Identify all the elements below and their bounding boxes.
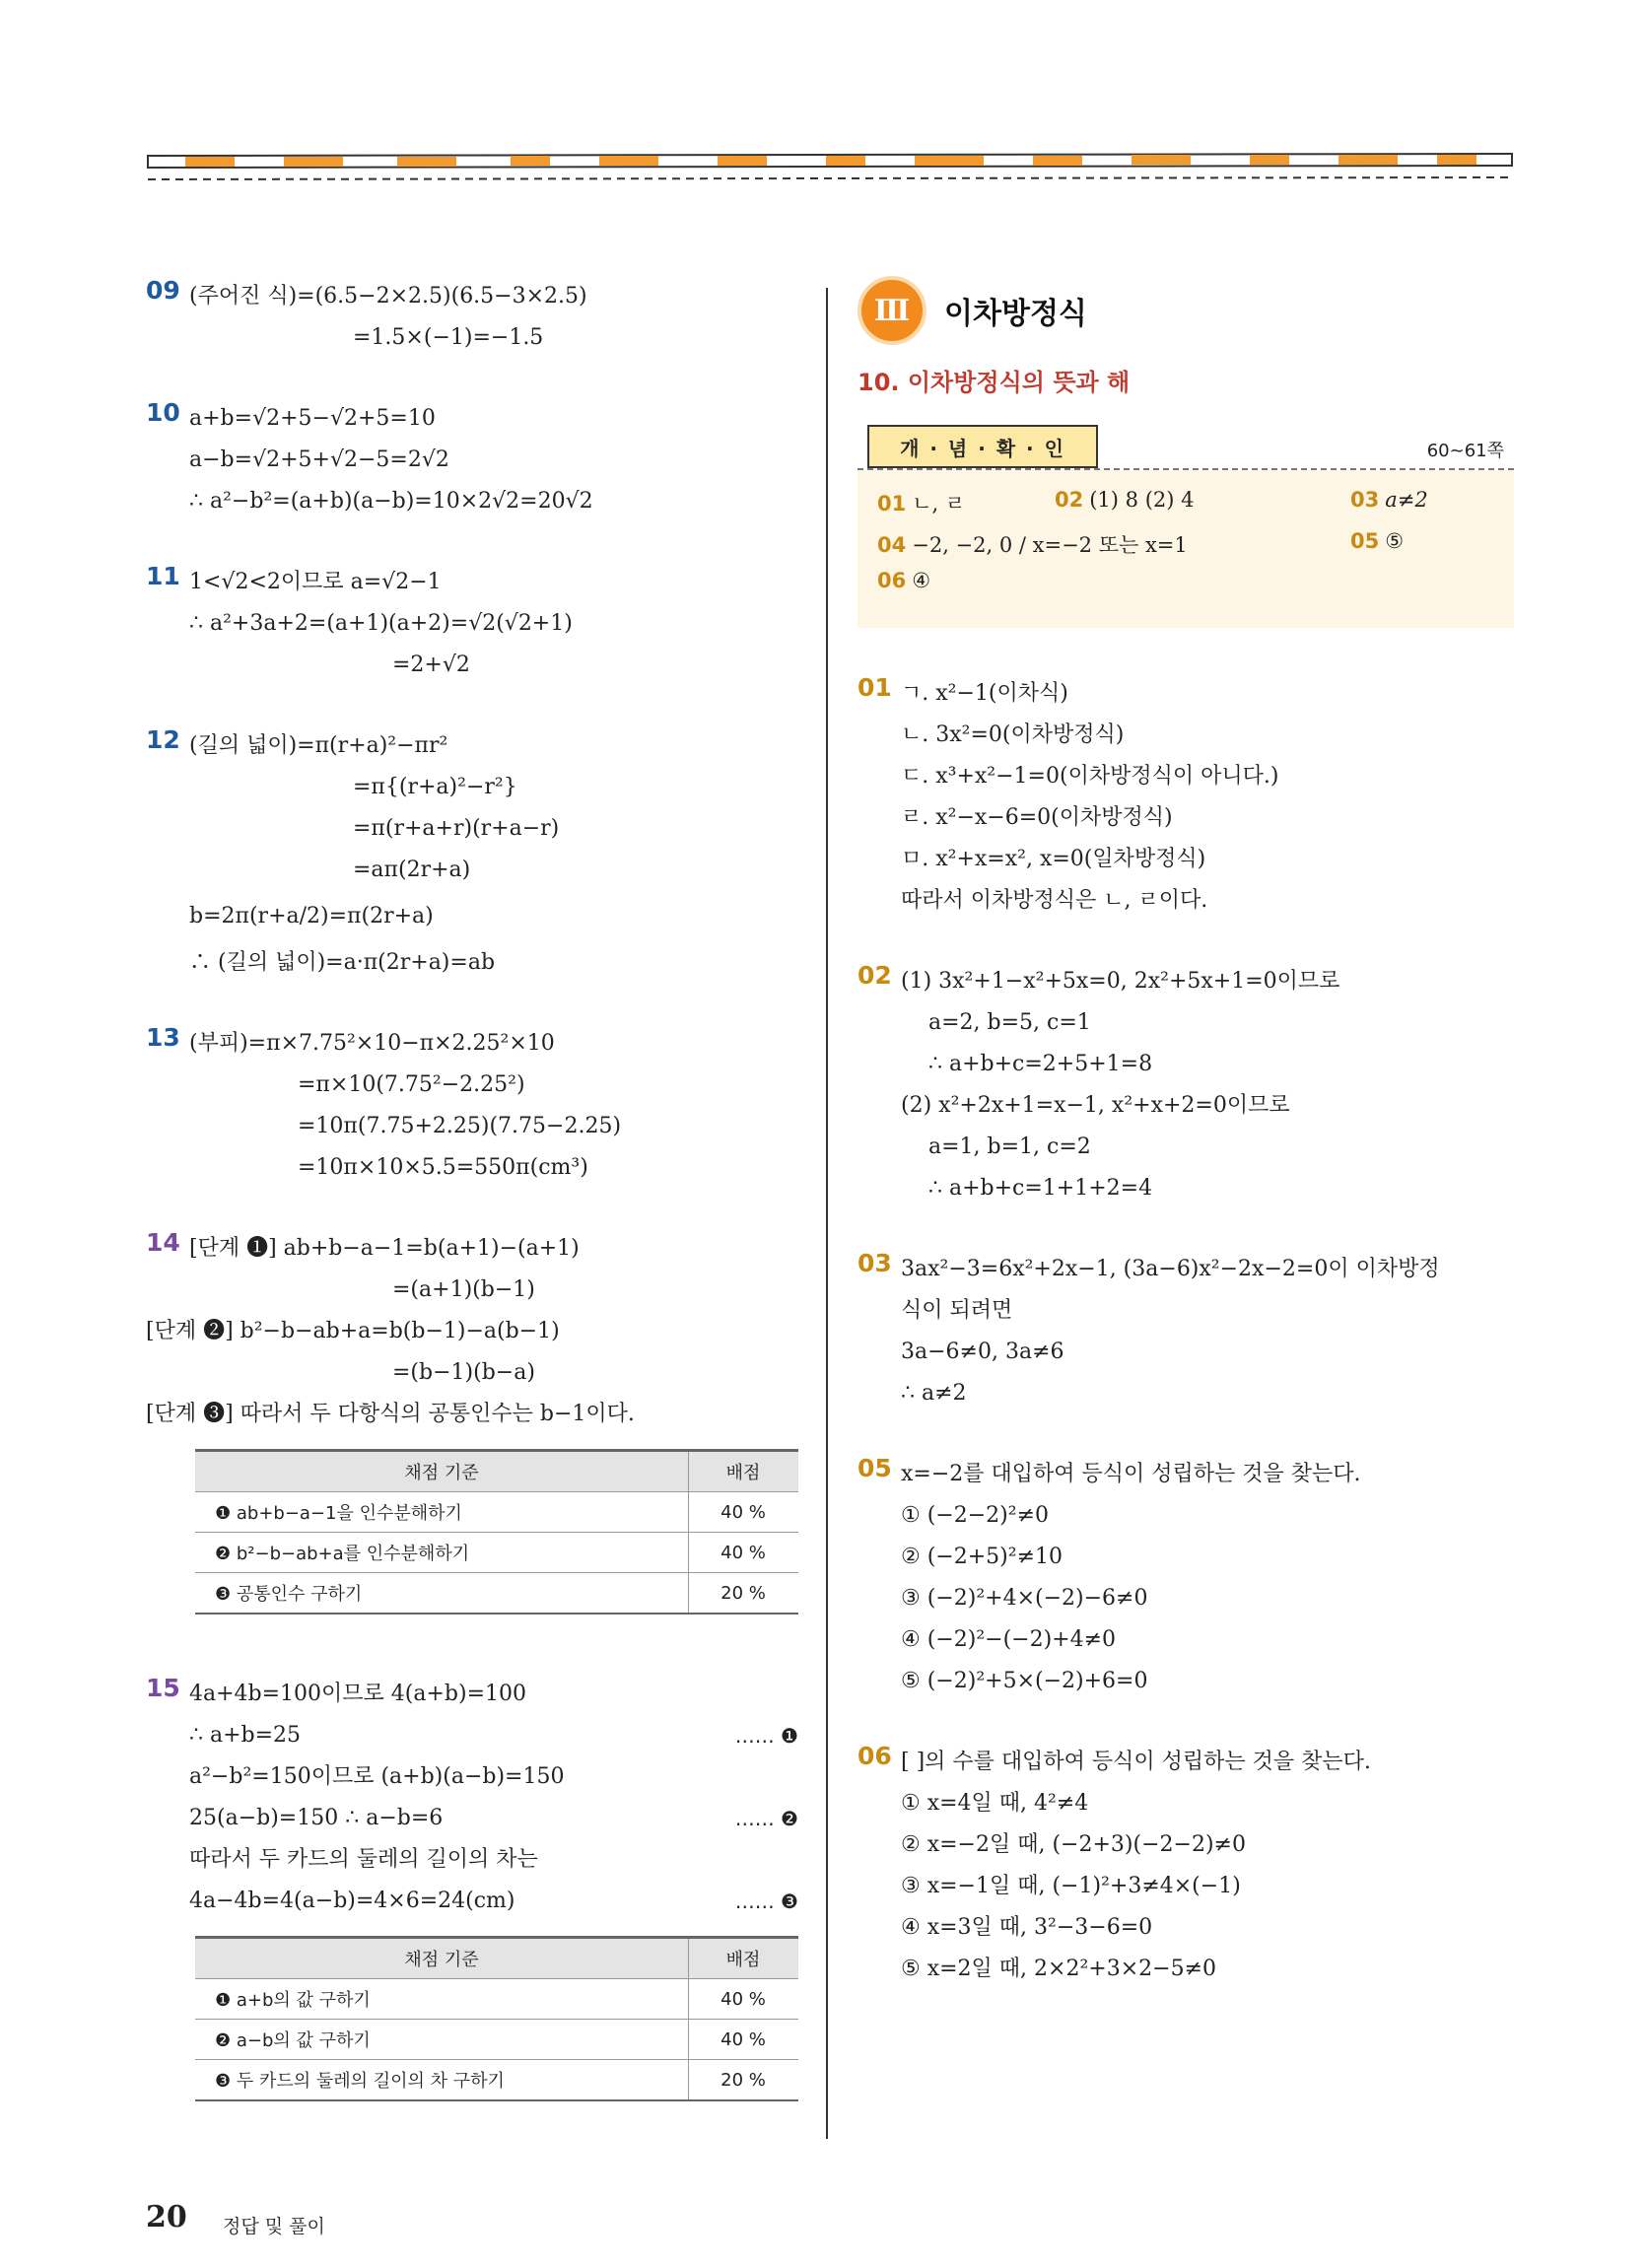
solution-line: ① x=4일 때, 4²≠4 [901, 1791, 1089, 1816]
solution-line: 3a−6≠0, 3a≠6 [901, 1340, 1064, 1364]
solution-line: 4a−4b=4(a−b)=4×6=24(cm) [189, 1889, 515, 1913]
concept-answer-02 [1055, 488, 1194, 512]
page-number: 20 [146, 2200, 187, 2234]
problem-number: 06 [858, 1742, 892, 1770]
solution-line: [단계 ❷] b²−b−ab+a=b(b−1)−a(b−1) [146, 1319, 560, 1343]
solution-line: ⑤ (−2)²+5×(−2)+6=0 [901, 1669, 1148, 1693]
criteria-cell: ❶ ab+b−a−1을 인수분해하기 [195, 1492, 689, 1533]
problem-01 [858, 673, 1514, 922]
solution-line: ㄱ. x²−1(이차식) [901, 681, 1068, 706]
solution-line: 25(a−b)=150 ∴ a−b=6 [189, 1806, 444, 1830]
scoring-header-criteria: 채점 기준 [195, 1451, 689, 1492]
problem-number: 02 [858, 961, 892, 990]
criteria-cell: ❶ a+b의 값 구하기 [195, 1979, 689, 2020]
left-column [146, 276, 806, 2101]
scoring-header-criteria: 채점 기준 [195, 1938, 689, 1979]
problem-13 [146, 1023, 806, 1189]
solution-line: =π(r+a+r)(r+a−r) [353, 816, 560, 841]
unit-header [858, 276, 1514, 345]
step-marker: …… ❶ [734, 1724, 798, 1748]
answer-key: 05 [1350, 529, 1380, 553]
solution-line: ∴ a²+3a+2=(a+1)(a+2)=√2(√2+1) [189, 611, 573, 636]
answer-value: ㄴ, ㄹ [912, 492, 966, 515]
problem-number: 13 [146, 1023, 180, 1052]
concept-answer-06 [877, 569, 930, 592]
solution-line: ④ x=3일 때, 3²−3−6=0 [901, 1915, 1153, 1940]
solution-line: =10π(7.75+2.25)(7.75−2.25) [298, 1114, 622, 1138]
decorative-header-ruler [146, 146, 1514, 185]
solution-line: =π×10(7.75²−2.25²) [298, 1072, 525, 1097]
solution-line: =π{(r+a)²−r²} [353, 775, 517, 799]
solution-line: =(a+1)(b−1) [392, 1277, 535, 1302]
concept-answer-01 [877, 488, 965, 517]
solution-line: ∴ a+b+c=2+5+1=8 [928, 1052, 1153, 1076]
problem-15 [146, 1674, 806, 1922]
solution-line: =aπ(2r+a) [353, 858, 471, 882]
solution-line: ∴ a+b+c=1+1+2=4 [928, 1176, 1153, 1201]
solution-line: ③ (−2)²+4×(−2)−6≠0 [901, 1586, 1148, 1611]
problem-11 [146, 562, 806, 686]
problem-number: 10 [146, 398, 180, 427]
right-column [858, 276, 1514, 2029]
table-row [195, 2060, 798, 2101]
solution-line: ∴ (길의 넓이)=a·π(2r+a)=ab [189, 950, 496, 975]
solution-line: 1<√2<2이므로 a=√2−1 [189, 570, 442, 594]
points-cell: 40 % [689, 1979, 799, 2020]
solution-line: =1.5×(−1)=−1.5 [353, 325, 544, 350]
answer-value: −2, −2, 0 / x=−2 또는 x=1 [912, 533, 1188, 557]
problem-10 [146, 398, 806, 522]
problem-number: 01 [858, 673, 892, 702]
solution-line: a²−b²=150이므로 (a+b)(a−b)=150 [189, 1764, 565, 1789]
solution-line: ⑤ x=2일 때, 2×2²+3×2−5≠0 [901, 1957, 1217, 1981]
points-cell: 40 % [689, 2020, 799, 2060]
solution-line: ② x=−2일 때, (−2+3)(−2−2)≠0 [901, 1832, 1246, 1857]
table-row [195, 1533, 798, 1573]
problem-number: 12 [146, 725, 180, 754]
criteria-cell: ❸ 공통인수 구하기 [195, 1573, 689, 1615]
solution-line: 식이 되려면 [901, 1298, 1013, 1323]
problem-12 [146, 725, 806, 984]
answer-key: 02 [1055, 488, 1084, 512]
solution-line: =10π×10×5.5=550π(cm³) [298, 1155, 588, 1180]
unit-title: 이차방정식 [944, 297, 1087, 331]
problem-14 [146, 1228, 806, 1435]
criteria-cell: ❷ b²−b−ab+a를 인수분해하기 [195, 1533, 689, 1573]
answer-value: (1) 8 (2) 4 [1089, 488, 1195, 512]
answer-key: 04 [877, 533, 907, 557]
answer-value: ④ [912, 569, 931, 592]
table-row [195, 1492, 798, 1533]
solution-line: ① (−2−2)²≠0 [901, 1503, 1049, 1528]
problem-03 [858, 1249, 1514, 1414]
solution-line: 따라서 이차방정식은 ㄴ, ㄹ이다. [901, 888, 1208, 913]
table-row [195, 1573, 798, 1615]
solution-line: (부피)=π×7.75²×10−π×2.25²×10 [189, 1031, 555, 1056]
scoring-table-15 [195, 1936, 798, 2101]
solution-line: x=−2를 대입하여 등식이 성립하는 것을 찾는다. [901, 1462, 1361, 1486]
solution-line: 따라서 두 카드의 둘레의 길이의 차는 [189, 1847, 538, 1872]
concept-answer-03 [1350, 488, 1428, 512]
problem-number: 14 [146, 1228, 180, 1257]
solution-line: ∴ a²−b²=(a+b)(a−b)=10×2√2=20√2 [189, 489, 593, 514]
problem-number: 09 [146, 276, 180, 305]
solution-line: (주어진 식)=(6.5−2×2.5)(6.5−3×2.5) [189, 284, 587, 309]
problem-number: 11 [146, 562, 180, 590]
problem-05 [858, 1454, 1514, 1702]
solution-line: [단계 ❶] ab+b−a−1=b(a+1)−(a+1) [189, 1236, 580, 1261]
concept-answers [858, 470, 1514, 628]
solution-line: ㅁ. x²+x=x², x=0(일차방정식) [901, 847, 1206, 871]
problem-number: 03 [858, 1249, 892, 1277]
problem-02 [858, 961, 1514, 1209]
section-title: 10. 이차방정식의 뜻과 해 [858, 369, 1131, 396]
concept-answer-04 [877, 529, 1188, 559]
points-cell: 20 % [689, 2060, 799, 2101]
solution-line: ∴ a≠2 [901, 1381, 967, 1406]
solution-line: [ ]의 수를 대입하여 등식이 성립하는 것을 찾는다. [901, 1750, 1371, 1774]
solution-line: a+b=√2+5−√2+5=10 [189, 406, 436, 431]
step-marker: …… ❸ [734, 1890, 798, 1913]
solution-line: =2+√2 [392, 653, 470, 677]
solution-line: a=1, b=1, c=2 [928, 1134, 1091, 1159]
points-cell: 40 % [689, 1492, 799, 1533]
solution-line: ③ x=−1일 때, (−1)²+3≠4×(−1) [901, 1874, 1241, 1898]
problem-number: 15 [146, 1674, 180, 1702]
problem-06 [858, 1742, 1514, 1990]
criteria-cell: ❸ 두 카드의 둘레의 길이의 차 구하기 [195, 2060, 689, 2101]
problem-09 [146, 276, 806, 359]
answer-value: ⑤ [1385, 529, 1405, 553]
concept-page-range: 60~61쪽 [1426, 441, 1504, 461]
solution-line: =(b−1)(b−a) [392, 1360, 535, 1385]
problem-number: 05 [858, 1454, 892, 1482]
solution-line: a=2, b=5, c=1 [928, 1010, 1091, 1035]
concept-check-bar [858, 425, 1514, 470]
table-row [195, 2020, 798, 2060]
table-row [195, 1979, 798, 2020]
solution-line: (2) x²+2x+1=x−1, x²+x+2=0이므로 [901, 1093, 1290, 1118]
scoring-table-14 [195, 1449, 798, 1615]
solution-line: ② (−2+5)²≠10 [901, 1545, 1063, 1569]
points-cell: 40 % [689, 1533, 799, 1573]
answer-value: a≠2 [1385, 488, 1428, 512]
concept-answer-05 [1350, 529, 1404, 553]
footer-label: 정답 및 풀이 [223, 2216, 325, 2237]
solution-line: 3ax²−3=6x²+2x−1, (3a−6)x²−2x−2=0이 이차방정 [901, 1257, 1440, 1281]
solution-line: 4a+4b=100이므로 4(a+b)=100 [189, 1682, 527, 1706]
solution-line: (길의 넓이)=π(r+a)²−πr² [189, 733, 448, 758]
solution-line: [단계 ❸] 따라서 두 다항식의 공통인수는 b−1이다. [146, 1402, 635, 1426]
answer-key: 03 [1350, 488, 1380, 512]
solution-line: ㄹ. x²−x−6=0(이차방정식) [901, 805, 1173, 830]
column-divider [826, 288, 828, 2139]
solution-line: ∴ a+b=25 [189, 1723, 302, 1748]
solution-line: ④ (−2)²−(−2)+4≠0 [901, 1627, 1117, 1652]
solution-line: b=2π(r+a/2)=π(2r+a) [189, 904, 434, 928]
unit-badge: Ⅲ [858, 276, 926, 345]
concept-check-label: 개 · 념 · 확 · 인 [867, 425, 1098, 468]
solution-line: ㄷ. x³+x²−1=0(이차방정식이 아니다.) [901, 764, 1279, 789]
scoring-header-points: 배점 [689, 1451, 799, 1492]
answer-key: 06 [877, 569, 907, 592]
solution-line: a−b=√2+5+√2−5=2√2 [189, 447, 449, 472]
scoring-header-points: 배점 [689, 1938, 799, 1979]
criteria-cell: ❷ a−b의 값 구하기 [195, 2020, 689, 2060]
solution-line: ㄴ. 3x²=0(이차방정식) [901, 722, 1125, 747]
answer-key: 01 [877, 492, 907, 515]
solution-line: (1) 3x²+1−x²+5x=0, 2x²+5x+1=0이므로 [901, 969, 1340, 994]
points-cell: 20 % [689, 1573, 799, 1615]
step-marker: …… ❷ [734, 1807, 798, 1830]
